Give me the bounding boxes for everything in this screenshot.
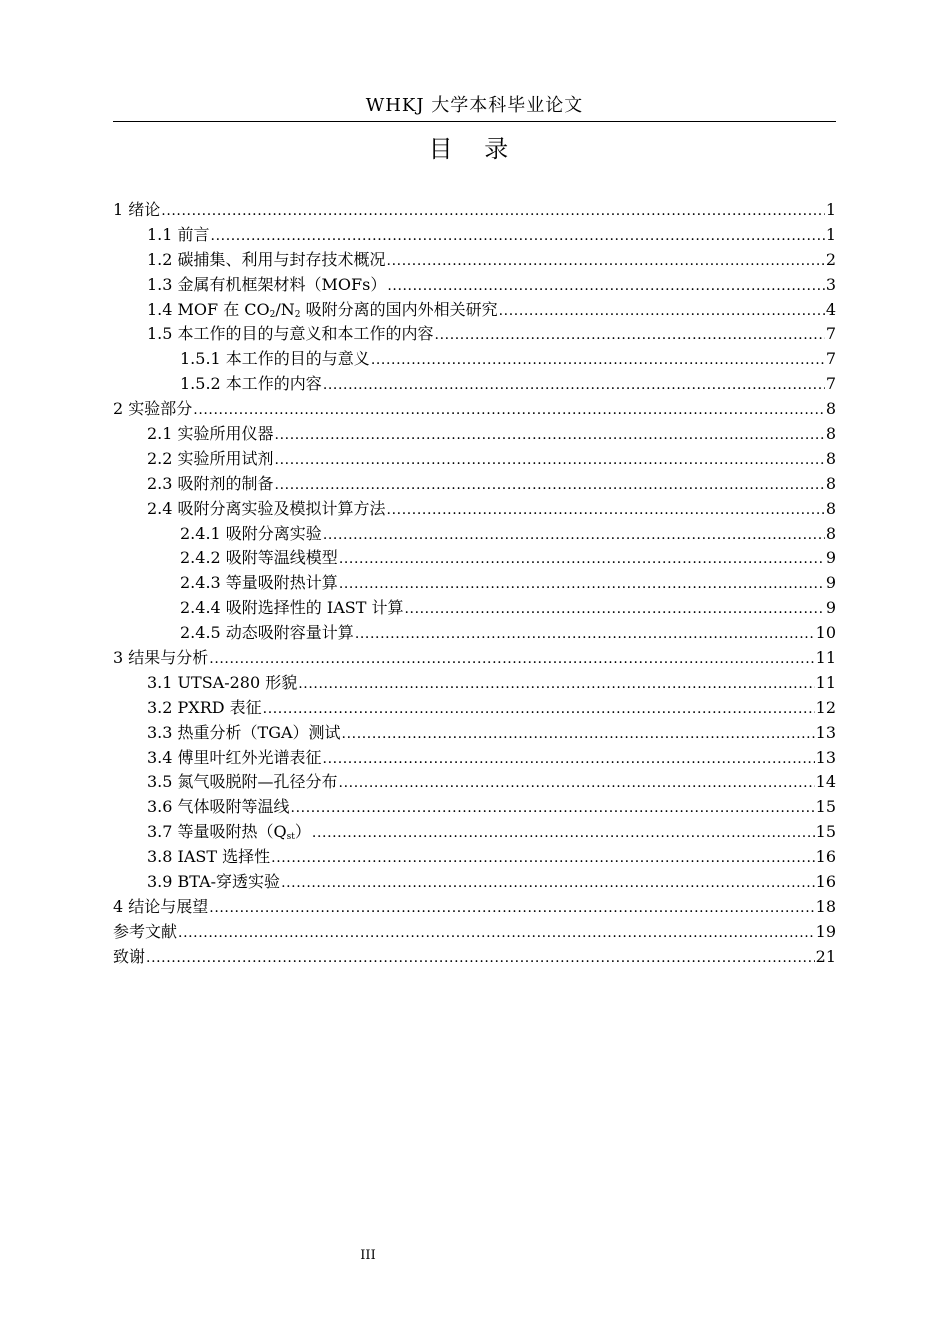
toc-entry-label: 2.4.3 等量吸附热计算 [180,573,338,593]
toc-entry[interactable] [113,546,836,571]
toc-entry-label: 1.5.1 本工作的目的与意义 [180,349,370,369]
toc-entry-page: 8 [825,424,836,444]
page-title: 目 录 [428,135,521,163]
toc-entry-page: 7 [825,374,836,394]
toc-entry[interactable] [113,770,836,795]
toc-entry-page: 19 [815,921,836,941]
toc-entry[interactable] [113,422,836,447]
toc-leader-dots [499,299,825,323]
toc-leader-dots [209,647,814,671]
toc-entry-page: 1 [825,224,836,244]
toc-entry[interactable] [113,522,836,547]
toc-entry-page: 9 [825,573,836,593]
toc-entry[interactable] [113,621,836,646]
toc-entry-label: 3.2 PXRD 表征 [147,697,262,717]
toc-entry[interactable] [113,223,836,248]
toc-leader-dots [323,523,825,547]
toc-entry-label: 1.4 MOF 在 $CO_2/N_2$ 吸附分离的国内外相关研究 [147,299,498,320]
toc-leader-dots [193,398,825,422]
toc-entry-label: 1 绪论 [113,200,161,219]
running-header: WHKJ 大学本科毕业论文 [113,94,836,122]
toc-leader-dots [387,498,825,522]
toc-entry-label: 2.4.4 吸附选择性的 IAST 计算 [180,598,404,618]
toc-entry-label: 2.1 实验所用仪器 [147,424,274,444]
toc-leader-dots [339,547,825,571]
toc-leader-dots [371,348,825,372]
toc-leader-dots [146,946,815,970]
toc-entry-label: 致谢 [113,946,146,966]
toc-entry-page: 8 [825,523,836,543]
toc-entry-label: 2.4.2 吸附等温线模型 [180,548,338,568]
toc-entry-label: 2.2 实验所用试剂 [147,448,274,468]
toc-entry-label: 3.3 热重分析（TGA）测试 [147,722,341,742]
toc-entry-label: 3.9 BTA-穿透实验 [147,872,281,892]
toc-entry-page: 9 [825,548,836,568]
toc-entry[interactable] [113,646,836,671]
toc-entry-page: 8 [825,448,836,468]
toc-entry[interactable] [113,696,836,721]
toc-entry-label: 3.4 傅里叶红外光谱表征 [147,747,322,767]
toc-leader-dots [275,448,825,472]
toc-entry[interactable] [113,571,836,596]
toc-entry-label: 1.5.2 本工作的内容 [180,374,322,394]
toc-leader-dots [312,821,815,845]
toc-entry[interactable] [113,820,836,845]
toc-leader-dots [275,473,825,497]
toc-entry-label: 3.1 UTSA-280 形貌 [147,672,298,692]
toc-entry[interactable] [113,497,836,522]
toc-entry[interactable] [113,273,836,298]
toc-entry-page: 3 [825,274,836,294]
toc-entry[interactable] [113,472,836,497]
toc-entry-page: 13 [815,722,836,742]
toc-entry-label: 参考文献 [113,921,178,941]
toc-entry-page: 8 [825,473,836,493]
table-of-contents [113,198,836,970]
toc-entry[interactable] [113,347,836,372]
toc-leader-dots [281,871,815,895]
toc-leader-dots [435,323,825,347]
toc-entry-page: 9 [825,598,836,618]
toc-entry-label: 3.8 IAST 选择性 [147,847,271,867]
toc-entry-label: 2.4.1 吸附分离实验 [180,523,322,543]
toc-entry-page: 21 [815,946,836,966]
toc-entry[interactable] [113,746,836,771]
toc-entry-page: 13 [815,747,836,767]
toc-entry-page: 12 [815,697,836,717]
toc-entry-page: 15 [815,797,836,817]
toc-entry-page: 8 [825,399,836,419]
toc-entry-label: 3.5 氮气吸脱附—孔径分布 [147,772,338,792]
toc-entry[interactable] [113,845,836,870]
toc-leader-dots [339,572,825,596]
toc-entry-page: 11 [815,672,836,692]
toc-leader-dots [323,747,815,771]
toc-entry[interactable] [113,447,836,472]
toc-entry-page: 14 [815,772,836,792]
toc-leader-dots [404,597,824,621]
toc-entry[interactable] [113,920,836,945]
toc-entry-label: 3.6 气体吸附等温线 [147,797,290,817]
toc-entry-page: 4 [825,299,836,319]
toc-entry-label: 1.2 碳捕集、利用与封存技术概况 [147,249,386,269]
toc-entry[interactable] [113,870,836,895]
toc-leader-dots [387,274,824,298]
toc-entry-page: 18 [815,896,836,916]
toc-entry-label: 2.4.5 动态吸附容量计算 [180,623,354,643]
toc-entry-page: 2 [825,249,836,269]
toc-leader-dots [298,672,814,696]
toc-entry-page: 7 [825,324,836,344]
toc-entry-label: 2.4 吸附分离实验及模拟计算方法 [147,498,386,518]
toc-entry-page: 11 [815,648,836,668]
toc-entry-label: 3.7 等量吸附热$(Q_{st})$ [147,822,311,843]
toc-leader-dots [342,722,815,746]
toc-entry[interactable] [113,721,836,746]
toc-leader-dots [209,896,814,920]
toc-leader-dots [271,846,815,870]
toc-entry-label: 1.5 本工作的目的与意义和本工作的内容 [147,324,434,344]
toc-entry[interactable] [113,198,836,223]
toc-leader-dots [291,796,815,820]
toc-leader-dots [275,423,825,447]
toc-entry[interactable] [113,795,836,820]
toc-entry-label: 2 实验部分 [113,399,193,419]
toc-entry[interactable] [113,397,836,422]
toc-entry-label: 3 结果与分析 [113,648,209,668]
toc-entry[interactable] [113,671,836,696]
toc-leader-dots [211,224,825,248]
toc-leader-dots [161,199,825,223]
toc-leader-dots [178,921,815,945]
toc-entry[interactable] [113,298,836,323]
toc-entry[interactable] [113,322,836,347]
toc-entry[interactable] [113,248,836,273]
toc-entry[interactable] [113,596,836,621]
toc-entry-page: 7 [825,349,836,369]
toc-entry[interactable] [113,372,836,397]
toc-leader-dots [387,249,825,273]
toc-entry-page: 15 [815,822,836,842]
toc-leader-dots [323,373,825,397]
toc-entry-label: 1.1 前言 [147,224,210,244]
toc-entry[interactable] [113,945,836,970]
toc-entry[interactable] [113,895,836,920]
toc-entry-label: 2.3 吸附剂的制备 [147,473,274,493]
page-number: III [360,1248,376,1263]
toc-leader-dots [263,697,815,721]
toc-entry-page: 1 [825,200,836,219]
toc-entry-page: 16 [815,872,836,892]
toc-entry-label: 4 结论与展望 [113,896,209,916]
toc-entry-page: 16 [815,847,836,867]
toc-entry-page: 10 [815,623,836,643]
toc-entry-label: 1.3 金属有机框架材料（MOFs） [147,274,387,294]
toc-entry-page: 8 [825,498,836,518]
toc-leader-dots [355,622,815,646]
toc-leader-dots [339,771,815,795]
